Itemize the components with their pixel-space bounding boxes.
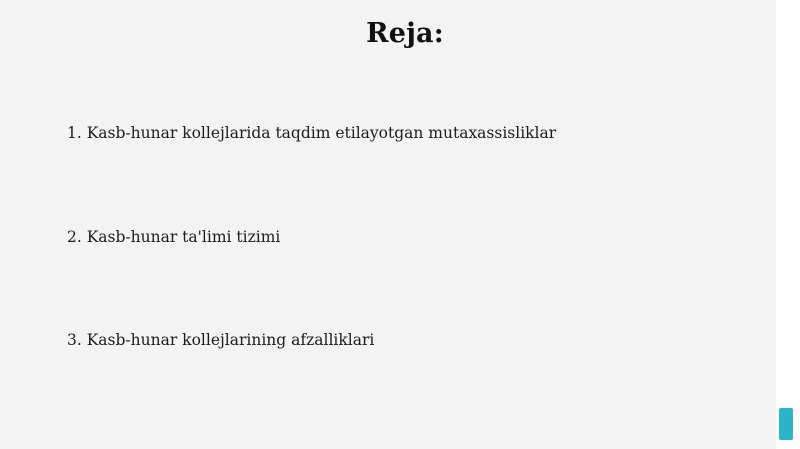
plan-item: 3. Kasb-hunar kollejlarining afzalliklari: [67, 331, 375, 349]
scrollbar-thumb[interactable]: [779, 408, 793, 440]
slide-title: Reja:: [366, 18, 444, 49]
plan-item: 1. Kasb-hunar kollejlarida taqdim etilayotgan mutaxassisliklar: [67, 124, 557, 142]
plan-item: 2. Kasb-hunar ta'limi tizimi: [67, 228, 281, 246]
vertical-scrollbar[interactable]: [776, 0, 800, 449]
